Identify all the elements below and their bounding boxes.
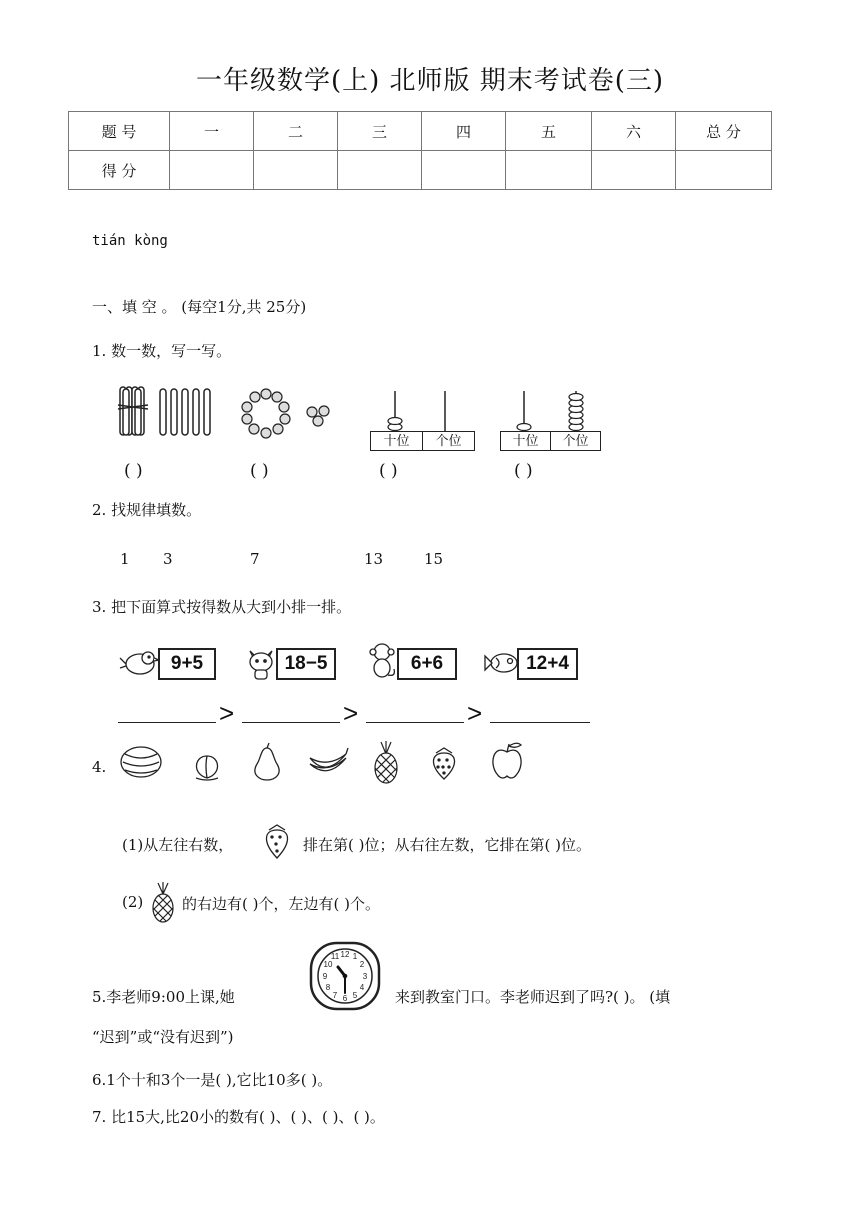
clock-numeral: 1: [352, 952, 358, 961]
pear-icon: [249, 742, 285, 782]
clock-numeral: 8: [325, 983, 331, 992]
abacus-icon: [370, 389, 476, 433]
abacus-tens-label: 十位: [500, 431, 551, 451]
clock-numeral: 5: [352, 991, 358, 1000]
sequence-number: 13: [364, 550, 384, 568]
bird-icon: [118, 646, 160, 680]
sequence-number: 7: [250, 550, 260, 568]
score-header-cell: 一: [170, 112, 254, 151]
question-2-text: 2. 找规律填数。: [92, 501, 202, 519]
score-input-cell[interactable]: [422, 151, 506, 190]
score-input-cell[interactable]: [338, 151, 422, 190]
clock-numeral: 4: [359, 983, 365, 992]
score-input-cell[interactable]: [254, 151, 338, 190]
greater-than-sign: >: [343, 698, 359, 728]
sequence-number: 3: [163, 550, 173, 568]
question-4-part2-text-b: 的右边有( )个，左边有( )个。: [182, 895, 380, 913]
greater-than-sign: >: [467, 698, 483, 728]
clock-numeral: 6: [342, 994, 348, 1003]
sequence-number: 1: [120, 550, 130, 568]
clock-numeral: 11: [330, 952, 340, 961]
score-table: [68, 111, 772, 190]
question-4-part2-text-a: (2): [122, 893, 144, 911]
strawberry-icon: [260, 822, 294, 860]
question-5-text-a: 5.李老师9:00上课,她: [92, 988, 235, 1006]
abacus-tens-label: 十位: [370, 431, 423, 451]
clock-numeral: 9: [322, 972, 328, 981]
clock-numeral: 3: [362, 972, 368, 981]
score-header-cell: 总 分: [676, 112, 772, 151]
strawberry-icon: [427, 745, 461, 781]
expression-box: 9+5: [158, 648, 216, 680]
expression-box: 6+6: [397, 648, 457, 680]
question-4-part1-text-a: (1)从左往右数，: [122, 836, 234, 854]
expression-box: 18−5: [276, 648, 336, 680]
clock-numeral: 12: [340, 950, 350, 959]
expression-box: 12+4: [517, 648, 578, 680]
question-1-text: 1. 数一数，写一写。: [92, 342, 232, 360]
answer-paren[interactable]: ( ): [124, 461, 143, 481]
section-heading: 一、填 空 。 (每空1分,共 25分): [92, 298, 307, 316]
cat-icon: [246, 645, 276, 681]
pineapple-icon: [149, 881, 177, 923]
question-5-text-c: “迟到”或“没有迟到”): [92, 1028, 234, 1046]
score-header-cell: 四: [422, 112, 506, 151]
pinyin-annotation: tián kòng: [92, 233, 168, 249]
fish-icon: [484, 649, 520, 677]
answer-blank[interactable]: [118, 722, 216, 723]
apple-icon: [487, 740, 527, 782]
score-row-label: 得 分: [69, 151, 170, 190]
abacus-ones-label: 个位: [422, 431, 475, 451]
score-header-cell: 二: [254, 112, 338, 151]
abacus-icon: [500, 389, 606, 433]
watermelon-icon: [119, 744, 163, 780]
abacus-ones-label: 个位: [550, 431, 601, 451]
clock-icon: [308, 941, 382, 1011]
score-header-cell: 题 号: [69, 112, 170, 151]
sticks-bundle-icon: [116, 383, 216, 439]
banana-icon: [306, 744, 350, 780]
peach-icon: [190, 748, 224, 782]
page-title: 一年级数学(上) 北师版 期末考试卷(三): [195, 66, 665, 96]
score-table-header-row: [69, 112, 772, 151]
question-3-text: 3. 把下面算式按得数从大到小排一排。: [92, 598, 352, 616]
beads-ring-icon: [240, 388, 340, 444]
clock-numeral: 10: [323, 960, 333, 969]
monkey-icon: [368, 641, 398, 681]
score-header-cell: 六: [592, 112, 676, 151]
clock-numeral: 2: [359, 960, 365, 969]
question-7-text: 7. 比15大,比20小的数有( )、( )、( )、( )。: [92, 1108, 385, 1126]
score-input-cell[interactable]: [170, 151, 254, 190]
score-header-cell: 三: [338, 112, 422, 151]
answer-blank[interactable]: [242, 722, 340, 723]
question-6-text: 6.1个十和3个一是( ),它比10多( )。: [92, 1071, 333, 1089]
question-4-part1-text-b: 排在第( )位；从右往左数，它排在第( )位。: [303, 836, 591, 854]
score-input-cell[interactable]: [506, 151, 592, 190]
score-table-score-row: [69, 151, 772, 190]
question-4-label: 4.: [92, 758, 107, 776]
pineapple-icon: [371, 740, 401, 784]
answer-paren[interactable]: ( ): [379, 461, 398, 481]
score-input-cell[interactable]: [676, 151, 772, 190]
question-5-text-b: 来到教室门口。李老师迟到了吗?( )。 (填: [395, 988, 671, 1006]
clock-numeral: 7: [332, 991, 338, 1000]
score-header-cell: 五: [506, 112, 592, 151]
answer-paren[interactable]: ( ): [514, 461, 533, 481]
answer-blank[interactable]: [490, 722, 590, 723]
sequence-number: 15: [424, 550, 444, 568]
answer-paren[interactable]: ( ): [250, 461, 269, 481]
score-input-cell[interactable]: [592, 151, 676, 190]
answer-blank[interactable]: [366, 722, 464, 723]
greater-than-sign: >: [219, 698, 235, 728]
